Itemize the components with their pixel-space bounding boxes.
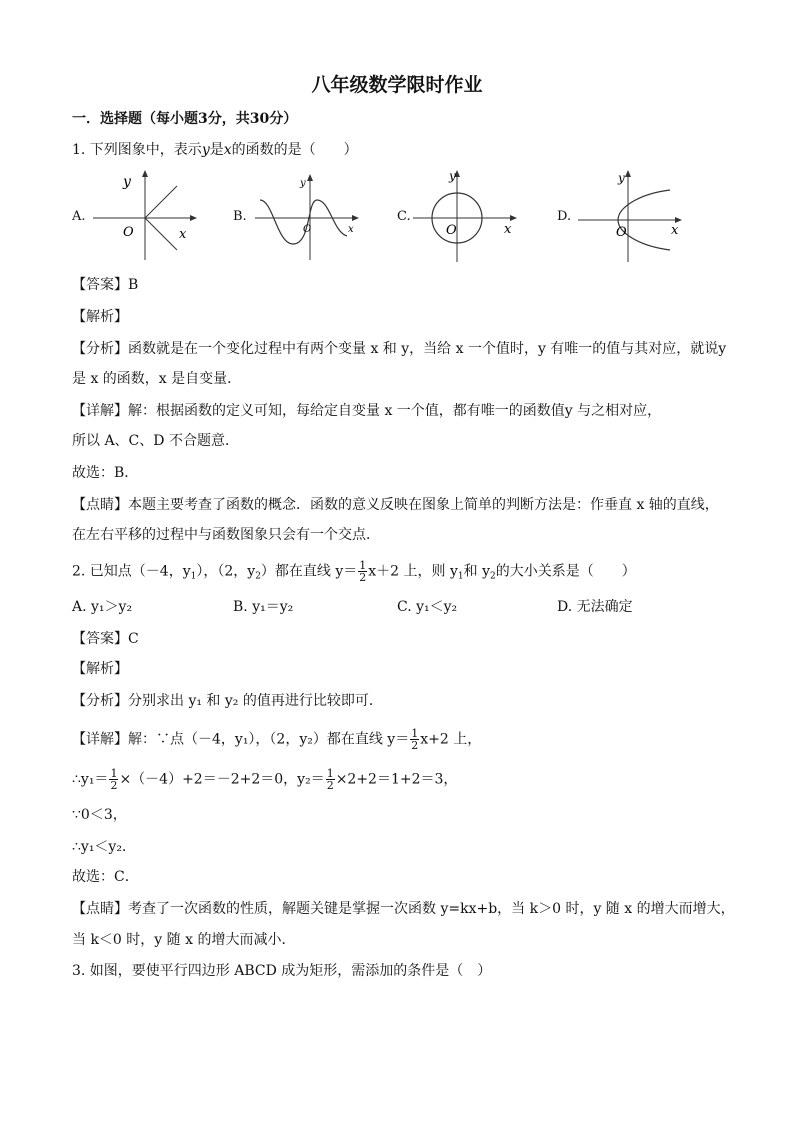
q1-a-x-label: x [179, 227, 187, 242]
q1-guxuan: 故选：B． [72, 465, 139, 481]
q1-stem: 1. 下列图象中，表示y是x的函数的是（ ） [72, 142, 358, 158]
q1-xiangjie-line2: 所以 A、C、D 不合题意． [72, 433, 239, 449]
q2-option-b: B. y₁＝y₂ [233, 599, 294, 615]
q2-xiangjie-line2: ∴y₁＝ $\frac{1}{2}$ ×（－4）+2＝－2+2＝0，y₂＝ $\frac{1}{2}$ ×2+2＝1+2＝3， [72, 767, 458, 792]
q1-dianjing-line2: 在左右平移的过程中与函数图象只会有一个交点． [72, 527, 380, 543]
q1-xiangjie-line1: 【详解】解：根据函数的定义可知，每给定自变量 x 一个值，都有唯一的函数值y 与之相对应， [72, 403, 662, 419]
q2-stem: 2. 已知点（－4，$y_1$），（2，$y_2$）都在直线 y＝ $\frac{1}{2}$ x＋2 上，则 $y_1$和 $y_2$的大小关系是（ ） [72, 559, 636, 584]
q2-answer: 【答案】C [72, 631, 139, 647]
q2-guxuan: 故选：C． [72, 869, 139, 885]
q1-graph-c [413, 168, 523, 264]
q2-fenxi: 【分析】分别求出 y₁ 和 y₂ 的值再进行比较即可． [72, 693, 383, 709]
q3-stem: 3. 如图，要使平行四边形 ABCD 成为矩形，需添加的条件是（ ） [72, 963, 492, 979]
q1-jiexi: 【解析】 [72, 309, 128, 325]
q2-xiangjie-line4: ∴y₁＜y₂． [72, 839, 136, 855]
q2-xj2-fraction-2: $\frac{1}{2}$ [326, 767, 334, 792]
q2-xiangjie-line3: ∵0＜3， [72, 807, 127, 823]
q1-graph-b [255, 172, 365, 264]
q2-stem-fraction: $\frac{1}{2}$ [359, 559, 367, 584]
q2-xj1-fraction: $\frac{1}{2}$ [411, 727, 419, 752]
q1-c-x-label: x [504, 222, 512, 237]
q1-option-c-label: C. [397, 209, 411, 224]
q1-b-o-label: O [303, 224, 312, 235]
q1-b-y-label: y [300, 178, 306, 189]
q1-option-a-label: A. [72, 209, 86, 224]
page-title: 八年级数学限时作业 [311, 74, 483, 96]
q1-fenxi-line2: 是 x 的函数，x 是自变量． [72, 371, 242, 387]
q1-option-b-label: B. [233, 209, 247, 224]
q1-c-o-label: O [446, 223, 457, 238]
q1-fenxi-line1: 【分析】函数就是在一个变化过程中有两个变量 x 和 y，当给 x 一个值时，y 有唯一的值与其对应，就说y [72, 341, 727, 357]
q1-d-y-label: y [618, 171, 625, 185]
section-heading: 一．选择题（每小题3分，共30分） [72, 111, 298, 127]
q1-option-d-label: D. [557, 209, 572, 224]
q2-jiexi: 【解析】 [72, 661, 128, 677]
q1-a-o-label: O [123, 225, 134, 240]
q1-a-y-label: y [123, 174, 131, 190]
q2-option-a: A. y₁＞y₂ [72, 599, 133, 615]
q1-d-x-label: x [671, 223, 679, 238]
q2-option-c: C. y₁＜y₂ [397, 599, 458, 615]
q1-graph-d [578, 168, 688, 264]
q2-xj2-fraction-1: $\frac{1}{2}$ [110, 767, 118, 792]
q2-option-d: D. 无法确定 [557, 599, 633, 615]
q1-graph-a [93, 168, 203, 264]
q1-dianjing-line1: 【点睛】本题主要考查了函数的概念．函数的意义反映在图象上简单的判断方法是：作垂直 x 轴的直线， [72, 497, 719, 513]
q1-c-y-label: y [449, 169, 456, 183]
q1-answer: 【答案】B [72, 277, 139, 293]
q1-b-x-label: x [348, 224, 354, 235]
q2-dianjing-line1: 【点睛】考查了一次函数的性质，解题关键是掌握一次函数 y=kx+b，当 k＞0 时，y 随 x 的增大而增大， [72, 901, 735, 917]
q1-d-o-label: O [616, 225, 627, 240]
q2-dianjing-line2: 当 k＜0 时，y 随 x 的增大而减小． [72, 932, 296, 948]
q2-xiangjie-line1: 【详解】解：∵点（－4，y₁），（2，y₂）都在直线 y＝ $\frac{1}{2}$ x+2 上， [72, 727, 482, 752]
